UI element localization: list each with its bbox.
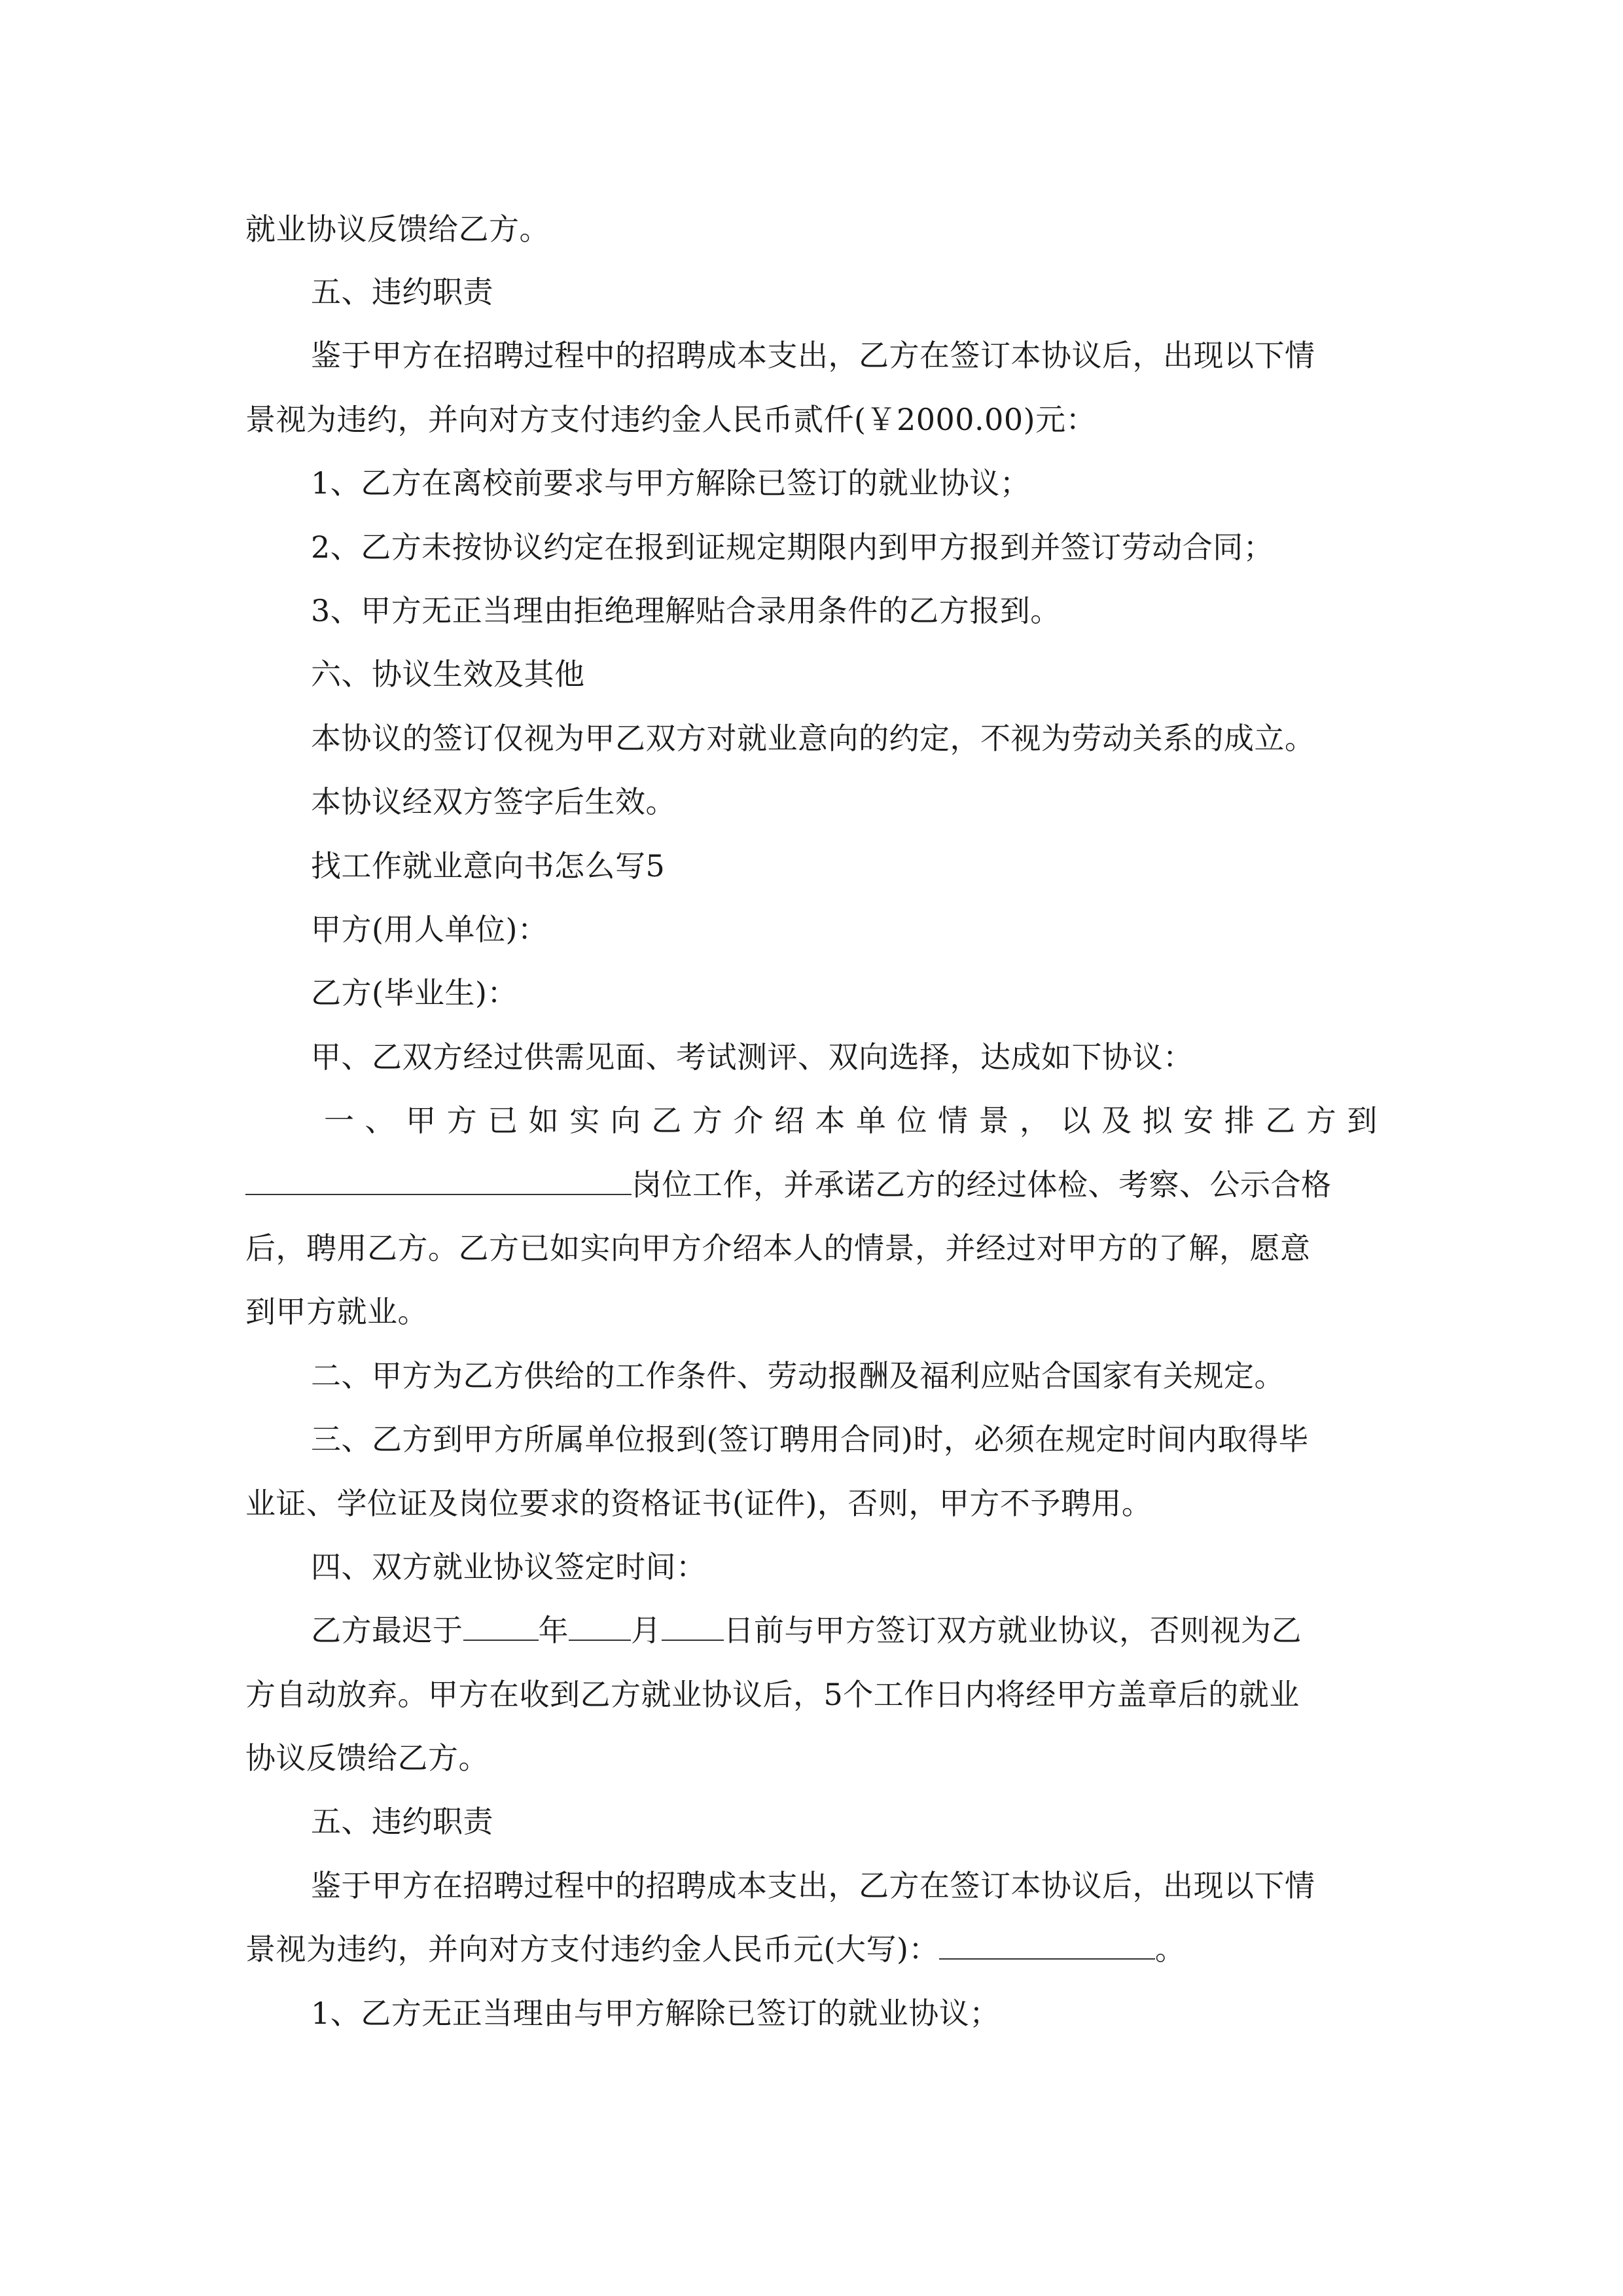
paragraph-line: 二、甲方为乙方供给的工作条件、劳动报酬及福利应贴合国家有关规定。 [311, 1358, 1285, 1393]
list-item: 2、乙方未按协议约定在报到证规定期限内到甲方报到并签订劳动合同； [311, 529, 1274, 565]
paragraph-line: 鉴于甲方在招聘过程中的招聘成本支出，乙方在签订本协议后，出现以下情 [311, 338, 1315, 373]
position-blank[interactable] [245, 1165, 632, 1195]
deadline-line: 乙方最迟于 年 月 日前与甲方签订双方就业协议，否则视为乙 [311, 1611, 1302, 1650]
section-heading: 五、违约职责 [311, 274, 493, 310]
clause-one-line: 一 、 甲 方 已 如 实 向 乙 方 介 绍 本 单 位 情 景 ， 以 及 拟 安 排 乙 方 到 [324, 1103, 1378, 1138]
paragraph-line: 鉴于甲方在招聘过程中的招聘成本支出，乙方在签订本协议后，出现以下情 [311, 1868, 1315, 1903]
section-heading: 五、违约职责 [311, 1804, 493, 1839]
paragraph-line: 协议反馈给乙方。 [245, 1740, 489, 1776]
paragraph-line: 后，聘用乙方。乙方已如实向甲方介绍本人的情景，并经过对甲方的了解，愿意 [245, 1230, 1311, 1266]
list-item: 1、乙方在离校前要求与甲方解除已签订的就业协议； [311, 465, 1031, 501]
paragraph-line: 景视为违约，并向对方支付违约金人民币贰仟(￥2000.00)元： [245, 402, 1097, 437]
paragraph-line: 本协议经双方签字后生效。 [311, 784, 676, 819]
party-b-label: 乙方(毕业生)： [311, 975, 518, 1011]
paragraph-line: 就业协议反馈给乙方。 [245, 211, 550, 247]
paragraph-line: 甲、乙双方经过供需见面、考试测评、双向选择，达成如下协议： [311, 1039, 1194, 1075]
section-heading: 四、双方就业协议签定时间： [311, 1549, 707, 1585]
paragraph-line: 本协议的签订仅视为甲乙双方对就业意向的约定，不视为劳动关系的成立。 [311, 721, 1315, 756]
paragraph-line: 岗位工作，并承诺乙方的经过体检、考察、公示合格 [245, 1165, 1332, 1204]
party-a-label: 甲方(用人单位)： [311, 912, 548, 947]
year-blank[interactable] [463, 1611, 539, 1641]
paragraph-line: 三、乙方到甲方所属单位报到(签订聘用合同)时，必须在规定时间内取得毕 [311, 1422, 1309, 1457]
paragraph-line: 业证、学位证及岗位要求的资格证书(证件)，否则，甲方不予聘用。 [245, 1486, 1152, 1521]
day-blank[interactable] [662, 1611, 724, 1641]
list-item: 1、乙方无正当理由与甲方解除已签订的就业协议； [311, 1996, 1000, 2031]
paragraph-line: 到甲方就业。 [245, 1294, 428, 1329]
section-heading: 六、协议生效及其他 [311, 656, 585, 692]
document-title: 找工作就业意向书怎么写5 [311, 848, 666, 884]
list-item: 3、甲方无正当理由拒绝理解贴合录用条件的乙方报到。 [311, 593, 1061, 628]
penalty-line: 景视为违约，并向对方支付违约金人民币元(大写)： 。 [245, 1929, 1185, 1969]
amount-blank[interactable] [939, 1929, 1155, 1960]
paragraph-line: 方自动放弃。甲方在收到乙方就业协议后，5个工作日内将经甲方盖章后的就业 [245, 1677, 1300, 1712]
month-blank[interactable] [569, 1611, 631, 1641]
